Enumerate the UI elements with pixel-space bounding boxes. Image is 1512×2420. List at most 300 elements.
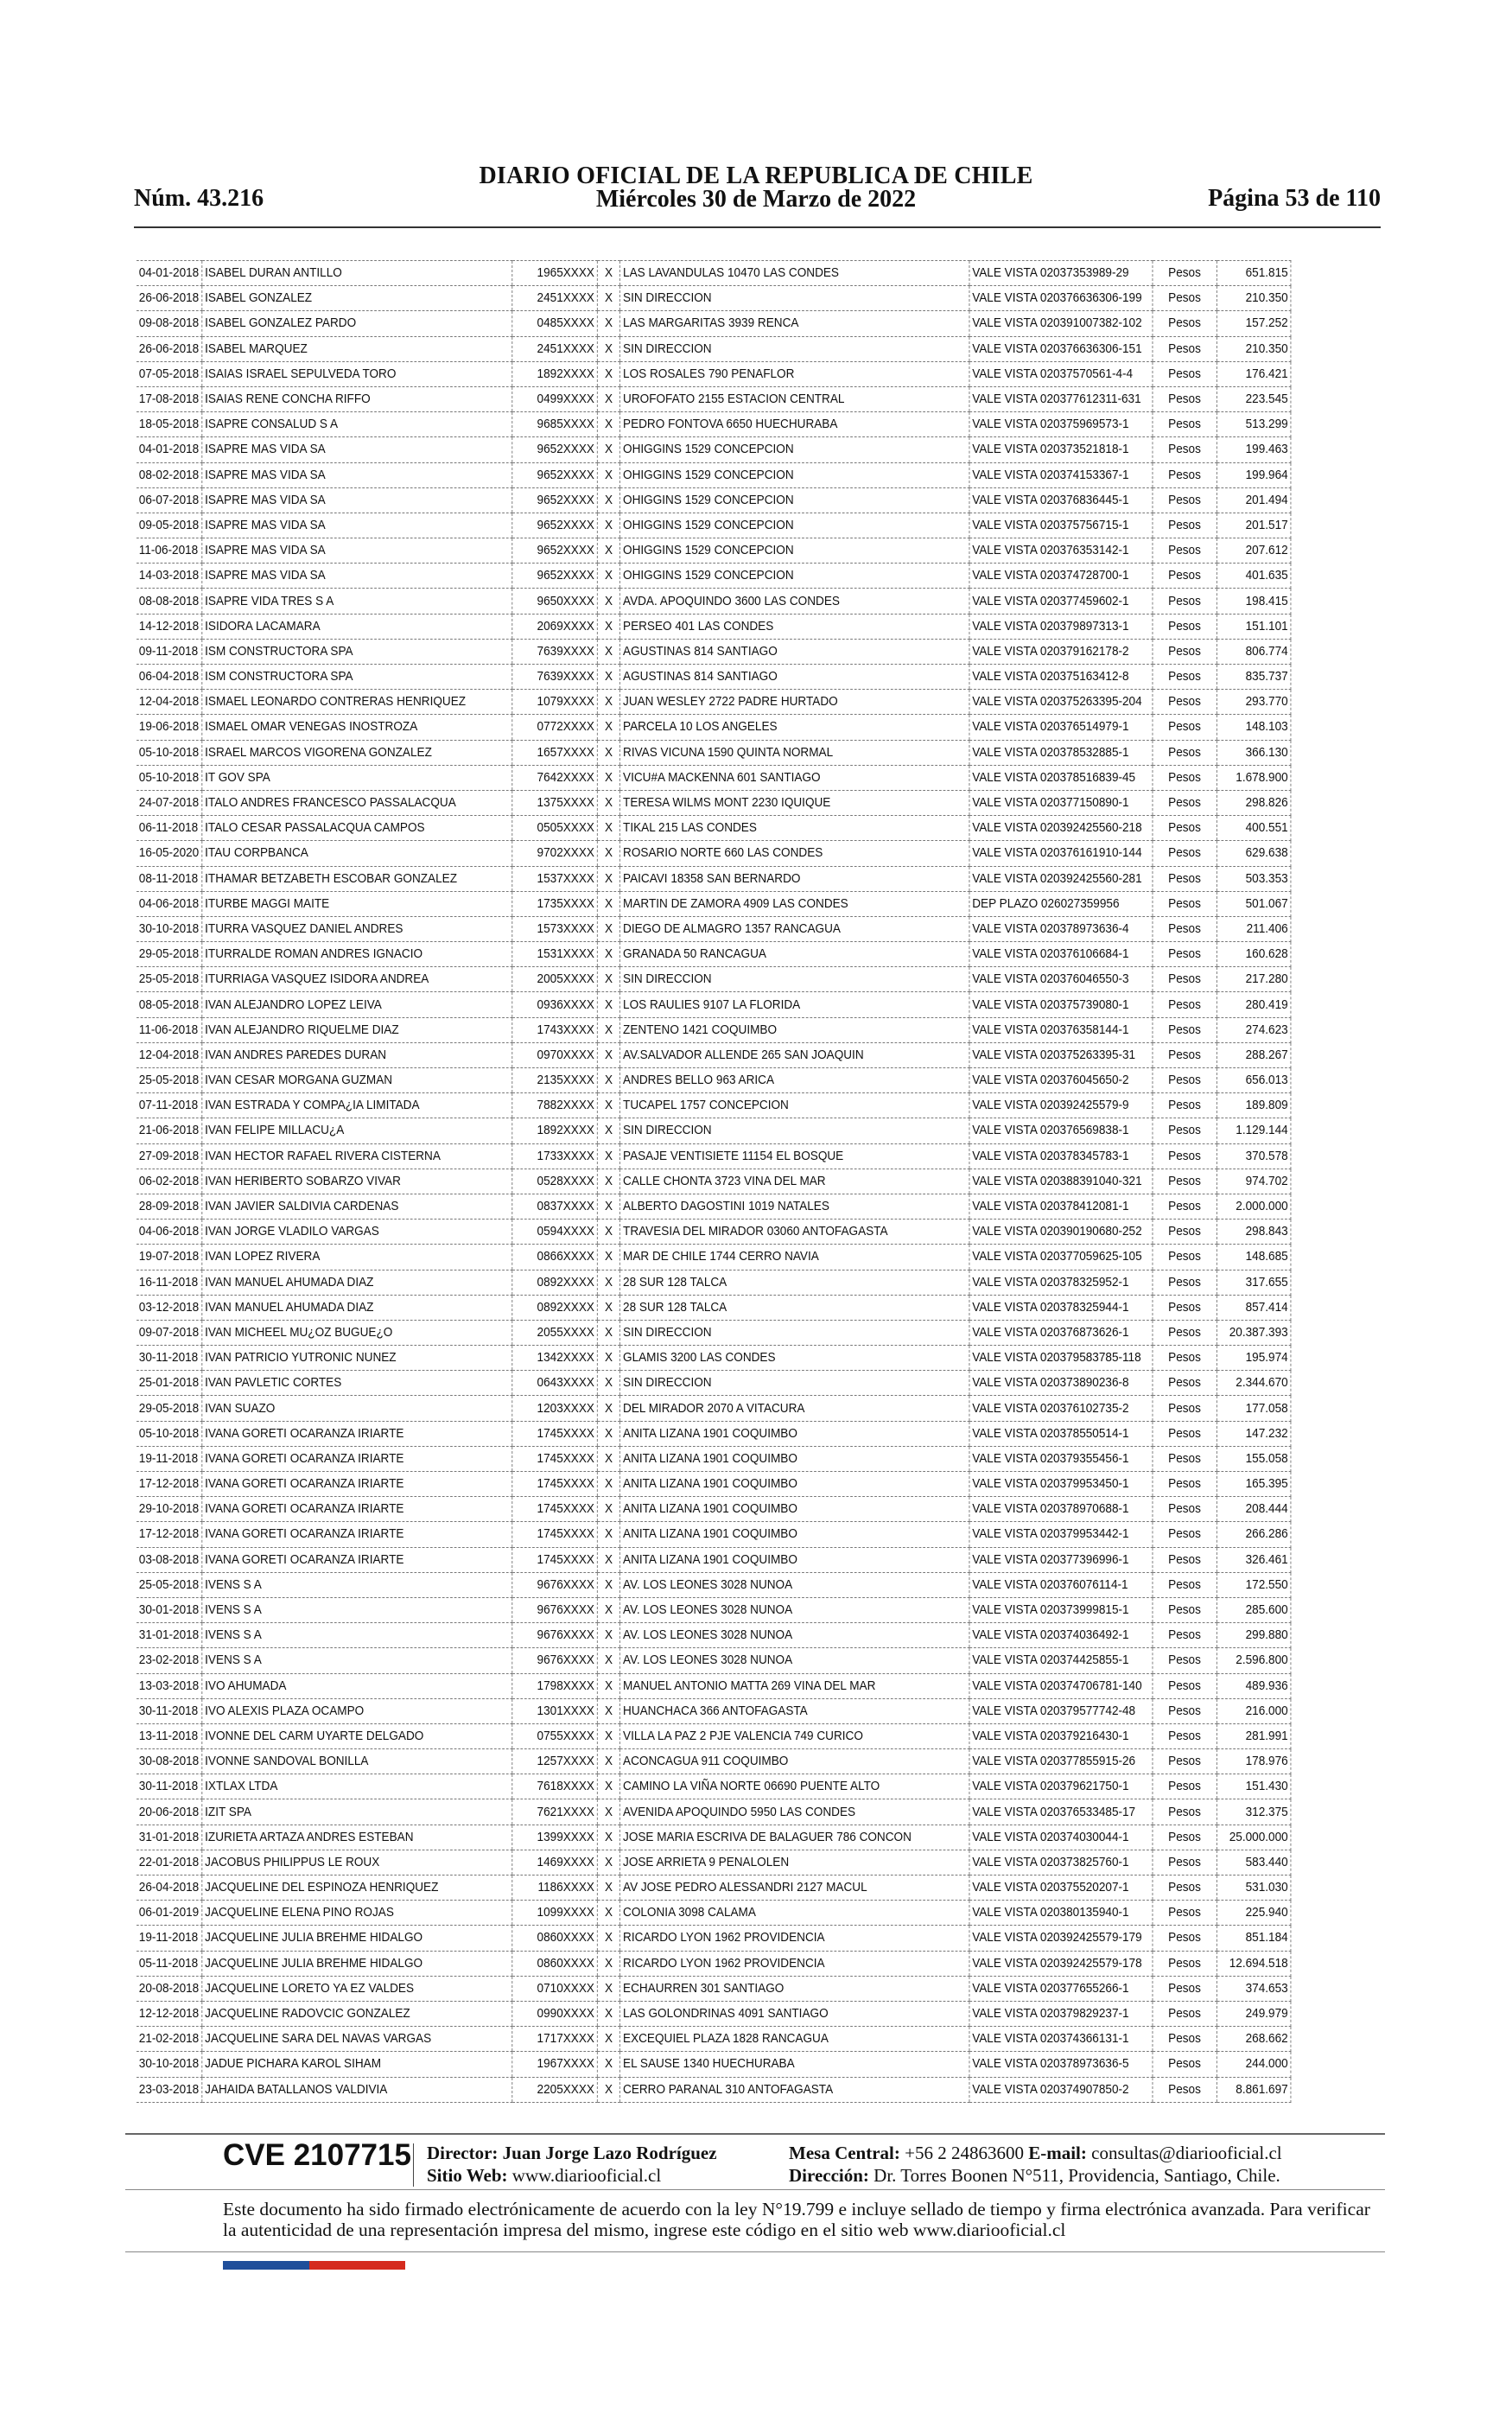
- name-cell: ISAPRE VIDA TRES S A: [202, 589, 512, 614]
- name-cell: ITHAMAR BETZABETH ESCOBAR GONZALEZ: [202, 866, 512, 891]
- currency-cell: Pesos: [1153, 1371, 1217, 1396]
- document-cell: VALE VISTA 020376873626-1: [969, 1320, 1153, 1345]
- amount-cell: 366.130: [1217, 740, 1290, 765]
- date-cell: 30-11-2018: [137, 1774, 202, 1799]
- amount-cell: 2.344.670: [1217, 1371, 1290, 1396]
- table-row: [137, 1723, 1291, 1748]
- date-cell: 31-01-2018: [137, 1825, 202, 1850]
- document-cell: VALE VISTA 020374153367-1: [969, 462, 1153, 487]
- site-label: Sitio Web:: [427, 2165, 508, 2186]
- document-cell: VALE VISTA 020378345783-1: [969, 1143, 1153, 1169]
- mark-cell: X: [597, 1118, 620, 1143]
- date-cell: 08-11-2018: [137, 866, 202, 891]
- document-cell: VALE VISTA 020375756715-1: [969, 513, 1153, 538]
- rut-cell: 1733XXXX: [512, 1143, 598, 1169]
- cve-code: CVE 2107715: [223, 2138, 411, 2172]
- footer-bottom-rule: [125, 2251, 1385, 2252]
- site-link[interactable]: www.diariooficial.cl: [511, 2165, 662, 2186]
- rut-cell: 1203XXXX: [512, 1396, 598, 1421]
- rut-cell: 1537XXXX: [512, 866, 598, 891]
- document-cell: VALE VISTA 020376353142-1: [969, 538, 1153, 564]
- amount-cell: 1.678.900: [1217, 765, 1290, 790]
- name-cell: IVAN HERIBERTO SOBARZO VIVAR: [202, 1169, 512, 1194]
- name-cell: IZIT SPA: [202, 1799, 512, 1825]
- address-cell: MANUEL ANTONIO MATTA 269 VINA DEL MAR: [620, 1673, 969, 1698]
- rut-cell: 1892XXXX: [512, 361, 598, 386]
- amount-cell: 629.638: [1217, 841, 1290, 866]
- address-cell: CERRO PARANAL 310 ANTOFAGASTA: [620, 2077, 969, 2102]
- name-cell: IVENS S A: [202, 1572, 512, 1597]
- amount-cell: 172.550: [1217, 1572, 1290, 1597]
- table-row: [137, 715, 1291, 740]
- date-cell: 24-07-2018: [137, 790, 202, 815]
- address-cell: ACONCAGUA 911 COQUIMBO: [620, 1749, 969, 1774]
- table-row: [137, 790, 1291, 815]
- rut-cell: 2451XXXX: [512, 286, 598, 311]
- rut-cell: 1531XXXX: [512, 942, 598, 967]
- currency-cell: Pesos: [1153, 2001, 1217, 2026]
- date-cell: 29-05-2018: [137, 1396, 202, 1421]
- rut-cell: 1342XXXX: [512, 1346, 598, 1371]
- document-cell: VALE VISTA 020375263395-31: [969, 1042, 1153, 1067]
- mark-cell: X: [597, 513, 620, 538]
- address-value: Dr. Torres Boonen N°511, Providencia, Santiago, Chile.: [874, 2165, 1280, 2186]
- document-cell: VALE VISTA 020390190680-252: [969, 1220, 1153, 1245]
- table-row: [137, 487, 1291, 513]
- currency-cell: Pesos: [1153, 942, 1217, 967]
- name-cell: ISABEL GONZALEZ PARDO: [202, 311, 512, 336]
- address-cell: DEL MIRADOR 2070 A VITACURA: [620, 1396, 969, 1421]
- document-cell: VALE VISTA 020373890236-8: [969, 1371, 1153, 1396]
- date-cell: 07-05-2018: [137, 361, 202, 386]
- amount-cell: 656.013: [1217, 1068, 1290, 1093]
- address-cell: VILLA LA PAZ 2 PJE VALENCIA 749 CURICO: [620, 1723, 969, 1748]
- name-cell: IVAN MANUEL AHUMADA DIAZ: [202, 1295, 512, 1320]
- table-row: [137, 916, 1291, 941]
- currency-cell: Pesos: [1153, 1774, 1217, 1799]
- amount-cell: 1.129.144: [1217, 1118, 1290, 1143]
- address-cell: SIN DIRECCION: [620, 1320, 969, 1345]
- address-cell: AGUSTINAS 814 SANTIAGO: [620, 639, 969, 664]
- currency-cell: Pesos: [1153, 967, 1217, 992]
- name-cell: JAHAIDA BATALLANOS VALDIVIA: [202, 2077, 512, 2102]
- rut-cell: 1735XXXX: [512, 891, 598, 916]
- name-cell: IVAN PAVLETIC CORTES: [202, 1371, 512, 1396]
- rut-cell: 1375XXXX: [512, 790, 598, 815]
- date-cell: 26-04-2018: [137, 1876, 202, 1901]
- rut-cell: 7642XXXX: [512, 765, 598, 790]
- document-cell: VALE VISTA 020373825760-1: [969, 1850, 1153, 1875]
- mark-cell: X: [597, 1522, 620, 1547]
- table-row: [137, 1446, 1291, 1471]
- date-cell: 17-12-2018: [137, 1472, 202, 1497]
- table-row: [137, 1926, 1291, 1951]
- table-row: [137, 538, 1291, 564]
- name-cell: ISAPRE CONSALUD S A: [202, 412, 512, 437]
- rut-cell: 0990XXXX: [512, 2001, 598, 2026]
- document-cell: VALE VISTA 020374728700-1: [969, 564, 1153, 589]
- amount-cell: 298.843: [1217, 1220, 1290, 1245]
- rut-cell: 9676XXXX: [512, 1597, 598, 1622]
- document-cell: VALE VISTA 02037353989-29: [969, 261, 1153, 286]
- table-row: [137, 665, 1291, 690]
- amount-cell: 298.826: [1217, 790, 1290, 815]
- name-cell: IVO AHUMADA: [202, 1673, 512, 1698]
- amount-cell: 147.232: [1217, 1421, 1290, 1446]
- date-cell: 16-05-2020: [137, 841, 202, 866]
- date-cell: 26-06-2018: [137, 336, 202, 361]
- name-cell: ITURRALDE ROMAN ANDRES IGNACIO: [202, 942, 512, 967]
- rut-cell: 1099XXXX: [512, 1901, 598, 1926]
- table-row: [137, 1042, 1291, 1067]
- date-cell: 04-06-2018: [137, 891, 202, 916]
- currency-cell: Pesos: [1153, 513, 1217, 538]
- table-row: [137, 1245, 1291, 1270]
- currency-cell: Pesos: [1153, 1093, 1217, 1118]
- document-cell: VALE VISTA 020379621750-1: [969, 1774, 1153, 1799]
- table-row: [137, 1169, 1291, 1194]
- date-cell: 04-01-2018: [137, 261, 202, 286]
- rut-cell: 2135XXXX: [512, 1068, 598, 1093]
- rut-cell: 1079XXXX: [512, 690, 598, 715]
- address-cell: VICU#A MACKENNA 601 SANTIAGO: [620, 765, 969, 790]
- name-cell: IVENS S A: [202, 1623, 512, 1648]
- email-link[interactable]: consultas@diariooficial.cl: [1091, 2143, 1282, 2163]
- name-cell: IVANA GORETI OCARANZA IRIARTE: [202, 1497, 512, 1522]
- date-cell: 30-08-2018: [137, 1749, 202, 1774]
- table-row: [137, 1850, 1291, 1875]
- table-row: [137, 1472, 1291, 1497]
- name-cell: ISIDORA LACAMARA: [202, 614, 512, 639]
- mark-cell: X: [597, 1093, 620, 1118]
- document-cell: VALE VISTA 020374907850-2: [969, 2077, 1153, 2102]
- currency-cell: Pesos: [1153, 462, 1217, 487]
- currency-cell: Pesos: [1153, 916, 1217, 941]
- rut-cell: 1745XXXX: [512, 1497, 598, 1522]
- name-cell: JACQUELINE SARA DEL NAVAS VARGAS: [202, 2027, 512, 2052]
- date-cell: 14-12-2018: [137, 614, 202, 639]
- footer-divider: [125, 2133, 1385, 2135]
- table-row: [137, 1143, 1291, 1169]
- document-cell: VALE VISTA 020375969573-1: [969, 412, 1153, 437]
- table-row: [137, 361, 1291, 386]
- rut-cell: 1745XXXX: [512, 1421, 598, 1446]
- currency-cell: Pesos: [1153, 589, 1217, 614]
- name-cell: IZURIETA ARTAZA ANDRES ESTEBAN: [202, 1825, 512, 1850]
- footer-divider-thin: [125, 2189, 1385, 2190]
- mark-cell: X: [597, 1572, 620, 1597]
- address-cell: ANITA LIZANA 1901 COQUIMBO: [620, 1446, 969, 1471]
- date-cell: 05-10-2018: [137, 1421, 202, 1446]
- mark-cell: X: [597, 1547, 620, 1572]
- director-label: Director:: [427, 2143, 499, 2163]
- name-cell: IVAN ALEJANDRO RIQUELME DIAZ: [202, 1017, 512, 1042]
- date-cell: 06-04-2018: [137, 665, 202, 690]
- mark-cell: X: [597, 1774, 620, 1799]
- rut-cell: 2451XXXX: [512, 336, 598, 361]
- document-cell: VALE VISTA 020376046550-3: [969, 967, 1153, 992]
- table-row: [137, 992, 1291, 1017]
- rut-cell: 1743XXXX: [512, 1017, 598, 1042]
- rut-cell: 9652XXXX: [512, 462, 598, 487]
- document-cell: VALE VISTA 020376161910-144: [969, 841, 1153, 866]
- amount-cell: 857.414: [1217, 1295, 1290, 1320]
- date-cell: 08-05-2018: [137, 992, 202, 1017]
- currency-cell: Pesos: [1153, 1295, 1217, 1320]
- name-cell: IVONNE DEL CARM UYARTE DELGADO: [202, 1723, 512, 1748]
- table-row: [137, 1673, 1291, 1698]
- amount-cell: 198.415: [1217, 589, 1290, 614]
- amount-cell: 651.815: [1217, 261, 1290, 286]
- table-row: [137, 1497, 1291, 1522]
- date-cell: 23-03-2018: [137, 2077, 202, 2102]
- amount-cell: 177.058: [1217, 1396, 1290, 1421]
- legal-notice: Este documento ha sido firmado electrónicamente de acuerdo con la ley N°19.799 e incluye sellado de tiempo y firma electrónica avanzada. Para verificar la autenticidad de una representación impresa del mismo, ingrese este código en el sitio web www.diariooficial.cl: [223, 2199, 1370, 2240]
- date-cell: 13-11-2018: [137, 1723, 202, 1748]
- address-cell: GLAMIS 3200 LAS CONDES: [620, 1346, 969, 1371]
- date-cell: 09-11-2018: [137, 639, 202, 664]
- mark-cell: X: [597, 841, 620, 866]
- mark-cell: X: [597, 1068, 620, 1093]
- mark-cell: X: [597, 311, 620, 336]
- table-row: [137, 1799, 1291, 1825]
- table-row: [137, 816, 1291, 841]
- amount-cell: 249.979: [1217, 2001, 1290, 2026]
- currency-cell: Pesos: [1153, 1346, 1217, 1371]
- address-cell: ANITA LIZANA 1901 COQUIMBO: [620, 1497, 969, 1522]
- amount-cell: 400.551: [1217, 816, 1290, 841]
- name-cell: ISAPRE MAS VIDA SA: [202, 513, 512, 538]
- document-cell: VALE VISTA 020378532885-1: [969, 740, 1153, 765]
- table-row: [137, 967, 1291, 992]
- address-cell: TUCAPEL 1757 CONCEPCION: [620, 1093, 969, 1118]
- address-cell: PASAJE VENTISIETE 11154 EL BOSQUE: [620, 1143, 969, 1169]
- rut-cell: 1573XXXX: [512, 916, 598, 941]
- mark-cell: X: [597, 412, 620, 437]
- date-cell: 25-01-2018: [137, 1371, 202, 1396]
- date-cell: 25-05-2018: [137, 967, 202, 992]
- amount-cell: 155.058: [1217, 1446, 1290, 1471]
- currency-cell: Pesos: [1153, 1623, 1217, 1648]
- name-cell: ISABEL DURAN ANTILLO: [202, 261, 512, 286]
- table-row: [137, 1194, 1291, 1219]
- currency-cell: Pesos: [1153, 866, 1217, 891]
- rut-cell: 1301XXXX: [512, 1698, 598, 1723]
- amount-cell: 208.444: [1217, 1497, 1290, 1522]
- table-row: [137, 1623, 1291, 1648]
- rut-cell: 9652XXXX: [512, 437, 598, 462]
- currency-cell: Pesos: [1153, 1245, 1217, 1270]
- currency-cell: Pesos: [1153, 1118, 1217, 1143]
- amount-cell: 317.655: [1217, 1270, 1290, 1295]
- currency-cell: Pesos: [1153, 891, 1217, 916]
- amount-cell: 244.000: [1217, 2052, 1290, 2077]
- date-cell: 30-11-2018: [137, 1346, 202, 1371]
- document-cell: VALE VISTA 020376076114-1: [969, 1572, 1153, 1597]
- amount-cell: 216.000: [1217, 1698, 1290, 1723]
- rut-cell: 0837XXXX: [512, 1194, 598, 1219]
- table-row: [137, 412, 1291, 437]
- currency-cell: Pesos: [1153, 1951, 1217, 1976]
- currency-cell: Pesos: [1153, 1825, 1217, 1850]
- document-cell: VALE VISTA 020376533485-17: [969, 1799, 1153, 1825]
- name-cell: ISM CONSTRUCTORA SPA: [202, 639, 512, 664]
- rut-cell: 2055XXXX: [512, 1320, 598, 1345]
- date-cell: 17-08-2018: [137, 386, 202, 411]
- mark-cell: X: [597, 916, 620, 941]
- address-cell: ROSARIO NORTE 660 LAS CONDES: [620, 841, 969, 866]
- document-cell: VALE VISTA 020377855915-26: [969, 1749, 1153, 1774]
- mark-cell: X: [597, 1623, 620, 1648]
- currency-cell: Pesos: [1153, 336, 1217, 361]
- director-name: Juan Jorge Lazo Rodríguez: [502, 2143, 717, 2163]
- address-cell: MAR DE CHILE 1744 CERRO NAVIA: [620, 1245, 969, 1270]
- address-label: Dirección:: [789, 2165, 869, 2186]
- date-cell: 31-01-2018: [137, 1623, 202, 1648]
- currency-cell: Pesos: [1153, 361, 1217, 386]
- table-row: [137, 2077, 1291, 2102]
- date-cell: 04-06-2018: [137, 1220, 202, 1245]
- rut-cell: 2069XXXX: [512, 614, 598, 639]
- currency-cell: Pesos: [1153, 1799, 1217, 1825]
- currency-cell: Pesos: [1153, 1421, 1217, 1446]
- document-cell: VALE VISTA 020379829237-1: [969, 2001, 1153, 2026]
- table-row: [137, 589, 1291, 614]
- table-row: [137, 1547, 1291, 1572]
- document-cell: VALE VISTA 020379583785-118: [969, 1346, 1153, 1371]
- mark-cell: X: [597, 1951, 620, 1976]
- currency-cell: Pesos: [1153, 1850, 1217, 1875]
- document-cell: VALE VISTA 020376358144-1: [969, 1017, 1153, 1042]
- amount-cell: 851.184: [1217, 1926, 1290, 1951]
- table-row: [137, 1976, 1291, 2001]
- date-cell: 08-02-2018: [137, 462, 202, 487]
- amount-cell: 288.267: [1217, 1042, 1290, 1067]
- address-cell: SIN DIRECCION: [620, 1118, 969, 1143]
- mark-cell: X: [597, 462, 620, 487]
- address-cell: HUANCHACA 366 ANTOFAGASTA: [620, 1698, 969, 1723]
- address-cell: LAS MARGARITAS 3939 RENCA: [620, 311, 969, 336]
- rut-cell: 7621XXXX: [512, 1799, 598, 1825]
- amount-cell: 974.702: [1217, 1169, 1290, 1194]
- document-cell: VALE VISTA 020376836445-1: [969, 487, 1153, 513]
- amount-cell: 199.463: [1217, 437, 1290, 462]
- table-row: [137, 1825, 1291, 1850]
- mark-cell: X: [597, 1749, 620, 1774]
- currency-cell: Pesos: [1153, 841, 1217, 866]
- name-cell: ISM CONSTRUCTORA SPA: [202, 665, 512, 690]
- date-cell: 29-05-2018: [137, 942, 202, 967]
- name-cell: IVAN LOPEZ RIVERA: [202, 1245, 512, 1270]
- amount-cell: 210.350: [1217, 336, 1290, 361]
- address-cell: AVDA. APOQUINDO 3600 LAS CONDES: [620, 589, 969, 614]
- address-cell: PARCELA 10 LOS ANGELES: [620, 715, 969, 740]
- amount-cell: 211.406: [1217, 916, 1290, 941]
- name-cell: ISAPRE MAS VIDA SA: [202, 437, 512, 462]
- amount-cell: 195.974: [1217, 1346, 1290, 1371]
- address-cell: OHIGGINS 1529 CONCEPCION: [620, 564, 969, 589]
- date-cell: 21-06-2018: [137, 1118, 202, 1143]
- address-cell: AV. LOS LEONES 3028 NUNOA: [620, 1572, 969, 1597]
- document-cell: VALE VISTA 020378550514-1: [969, 1421, 1153, 1446]
- rut-cell: 1745XXXX: [512, 1446, 598, 1471]
- amount-cell: 210.350: [1217, 286, 1290, 311]
- document-cell: VALE VISTA 020392425560-281: [969, 866, 1153, 891]
- name-cell: IVANA GORETI OCARANZA IRIARTE: [202, 1522, 512, 1547]
- mark-cell: X: [597, 1850, 620, 1875]
- name-cell: IVANA GORETI OCARANZA IRIARTE: [202, 1472, 512, 1497]
- currency-cell: Pesos: [1153, 412, 1217, 437]
- currency-cell: Pesos: [1153, 564, 1217, 589]
- email-label: E-mail:: [1028, 2143, 1087, 2163]
- rut-cell: 0860XXXX: [512, 1951, 598, 1976]
- mark-cell: X: [597, 286, 620, 311]
- currency-cell: Pesos: [1153, 437, 1217, 462]
- amount-cell: 217.280: [1217, 967, 1290, 992]
- address-cell: TIKAL 215 LAS CONDES: [620, 816, 969, 841]
- mark-cell: X: [597, 1976, 620, 2001]
- amount-cell: 151.101: [1217, 614, 1290, 639]
- issue-date: Miércoles 30 de Marzo de 2022: [595, 186, 917, 213]
- table-row: [137, 2027, 1291, 2052]
- amount-cell: 201.517: [1217, 513, 1290, 538]
- date-cell: 20-08-2018: [137, 1976, 202, 2001]
- address-cell: AV. LOS LEONES 3028 NUNOA: [620, 1597, 969, 1622]
- amount-cell: 501.067: [1217, 891, 1290, 916]
- address-cell: SIN DIRECCION: [620, 286, 969, 311]
- mark-cell: X: [597, 1320, 620, 1345]
- address-cell: TERESA WILMS MONT 2230 IQUIQUE: [620, 790, 969, 815]
- document-cell: VALE VISTA 020375739080-1: [969, 992, 1153, 1017]
- mark-cell: X: [597, 1799, 620, 1825]
- document-cell: VALE VISTA 020378973636-4: [969, 916, 1153, 941]
- date-cell: 05-10-2018: [137, 740, 202, 765]
- table-row: [137, 1421, 1291, 1446]
- amount-cell: 8.861.697: [1217, 2077, 1290, 2102]
- name-cell: ISMAEL OMAR VENEGAS INOSTROZA: [202, 715, 512, 740]
- mark-cell: X: [597, 1421, 620, 1446]
- mark-cell: X: [597, 1825, 620, 1850]
- table-row: [137, 1093, 1291, 1118]
- name-cell: IVAN MANUEL AHUMADA DIAZ: [202, 1270, 512, 1295]
- currency-cell: Pesos: [1153, 2077, 1217, 2102]
- address-cell: PERSEO 401 LAS CONDES: [620, 614, 969, 639]
- mark-cell: X: [597, 1926, 620, 1951]
- address-cell: JOSE MARIA ESCRIVA DE BALAGUER 786 CONCON: [620, 1825, 969, 1850]
- flag-stripe-blue: [223, 2261, 309, 2270]
- document-cell: VALE VISTA 020373999815-1: [969, 1597, 1153, 1622]
- mark-cell: X: [597, 2052, 620, 2077]
- table-row: [137, 1698, 1291, 1723]
- mark-cell: X: [597, 261, 620, 286]
- rut-cell: 0866XXXX: [512, 1245, 598, 1270]
- currency-cell: Pesos: [1153, 1673, 1217, 1698]
- name-cell: IVAN CESAR MORGANA GUZMAN: [202, 1068, 512, 1093]
- currency-cell: Pesos: [1153, 1572, 1217, 1597]
- records-table: [137, 260, 1291, 2103]
- name-cell: IVAN JAVIER SALDIVIA CARDENAS: [202, 1194, 512, 1219]
- mark-cell: X: [597, 639, 620, 664]
- name-cell: ITURRA VASQUEZ DANIEL ANDRES: [202, 916, 512, 941]
- rut-cell: 1967XXXX: [512, 2052, 598, 2077]
- gazette-title: DIARIO OFICIAL DE LA REPUBLICA DE CHILE: [479, 162, 1033, 189]
- address-cell: EXCEQUIEL PLAZA 1828 RANCAGUA: [620, 2027, 969, 2052]
- name-cell: IVAN JORGE VLADILO VARGAS: [202, 1220, 512, 1245]
- table-row: [137, 261, 1291, 286]
- address-cell: CALLE CHONTA 3723 VINA DEL MAR: [620, 1169, 969, 1194]
- mark-cell: X: [597, 1017, 620, 1042]
- table-row: [137, 311, 1291, 336]
